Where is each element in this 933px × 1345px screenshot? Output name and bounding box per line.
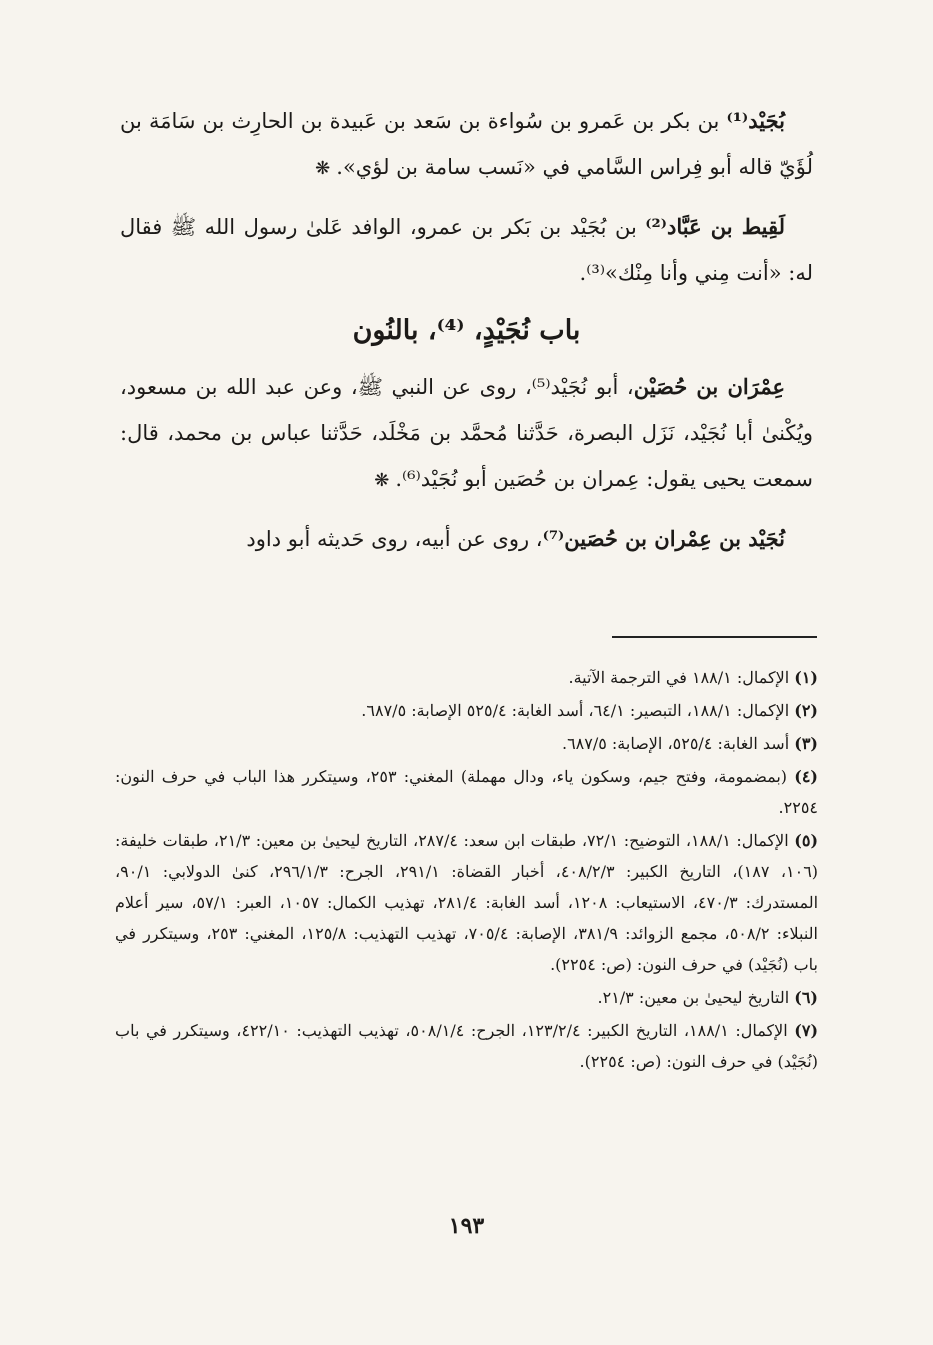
footnote-divider [612,636,817,638]
footnote-text: التاريخ ليحيىٰ بن معين: ٢١/٣. [597,988,790,1007]
footnote [115,761,818,823]
footnote-number: (٤) [794,767,818,786]
footnote-number: (٢) [794,701,818,720]
entry-text: ، روى عن أبيه، روى حَديثه أبو داود [246,527,543,551]
footnote [115,825,818,980]
entry-text: بن بكر بن عَمرو بن سُواءة بن سَعد بن عَبيدة بن الحارِث بن سَامَة بن لُؤَيّ قاله أبو فِراس السَّامي في «نَسب سامة بن لؤي». [120,109,813,179]
footnote [115,695,818,726]
footnote-number: (٥) [794,831,819,850]
entry-imran [120,364,813,504]
entry-name: نُجَيْد بن عِمْران بن حُصَين⁽⁷⁾ [542,526,785,551]
footnote-text: أسد الغابة: ٥٢٥/٤، الإصابة: ٦٨٧/٥. [561,734,790,753]
asterisk-icon: ❋ [374,470,390,491]
entry-laqit [120,204,813,296]
footnote-text: الإكمال: ١٨٨/١، التاريخ الكبير: ١٢٣/٢/٤، الجرح: ٥٠٨/١/٤، تهذيب التهذيب: ٤٢٢/١٠، وسيتكرر في باب (نُجَيْد) في حرف النون: (ص: ٢٢٥٤). [115,1021,818,1071]
chapter-heading: باب نُجَيْدٍ، ⁽⁴⁾، بالنُون [352,315,581,346]
main-text [120,98,813,574]
footnote-number: (١) [794,668,818,687]
footnote [115,982,818,1013]
footnote-number: (٣) [794,734,818,753]
entry-name: لَقِيط بن عَبَّاد⁽²⁾ [645,214,785,239]
footnote [115,662,818,693]
footnotes [115,662,818,1079]
page-number: ١٩٣ [448,1213,485,1239]
footnote [115,728,818,759]
entry-text: بن بُجَيْد بن بَكر بن عمرو، الوافد عَلىٰ رسول الله ﷺ فقال له: «أنت مِني وأنا مِنْك»⁽³⁾. [120,215,813,285]
entry-name: بُجَيْد⁽¹⁾ [726,108,785,133]
footnote-text: الإكمال: ١٨٨/١، التبصير: ٦٤/١، أسد الغابة: ٥٢٥/٤ الإصابة: ٦٨٧/٥. [361,701,790,720]
footnote-number: (٦) [794,988,818,1007]
footnote-text: (بمضمومة، وفتح جيم، وسكون ياء، ودال مهملة) المغني: ٢٥٣، وسيتكرر هذا الباب في حرف النون: ٢٢٥٤. [115,767,818,817]
footnote-text: الإكمال: ١٨٨/١ في الترجمة الآتية. [568,668,790,687]
footnote-text: الإكمال: ١٨٨/١، التوضيح: ٧٢/١، طبقات ابن سعد: ٢٨٧/٤، التاريخ ليحيىٰ بن معين: ٢١/٣، طبقات خليفة: (١٠٦، ١٨٧)، التاريخ الكبير: ٤٠٨/٢/٣، أخبار القضاة: ٢٩١/١، الجرح: ٢٩٦/١/٣، كنىٰ الدولابي: ٩٠/١، المستدرك: ٤٧٠/٣، الاستيعاب: ١٢٠٨، أسد الغابة: ٢٨١/٤، تهذيب الكمال: ١٠٥٧، العبر: ٥٧/١، سير أعلام النبلاء: ٥٠٨/٢، مجمع الزوائد: ٣٨١/٩، الإصابة: ٧٠٥/٤، تهذيب التهذيب: ١٢٥/٨، المغني: ٢٥٣، وسيتكرر في باب (نُجَيْد) في حرف النون: (ص: ٢٢٥٤). [115,831,819,974]
entry-bujayd [120,98,813,192]
footnote [115,1015,818,1077]
entry-name: عِمْرَان بن حُصَيْن [633,374,785,399]
footnote-number: (٧) [794,1021,819,1040]
asterisk-icon: ❋ [315,158,331,179]
entry-nujayd [120,516,813,562]
entry-text: ، أبو نُجَيْد⁽⁵⁾، روى عن النبي ﷺ، وعن عبد الله بن مسعود، ويُكْنىٰ أبا نُجَيْد، نَزَل البصرة، حَدَّثنا مُحمَّد بن مَخْلَد، حَدَّثنا عباس بن محمد، قال: سمعت يحيى يقول: عِمران بن حُصَين أبو نُجَيْد⁽⁶⁾. [120,375,813,491]
